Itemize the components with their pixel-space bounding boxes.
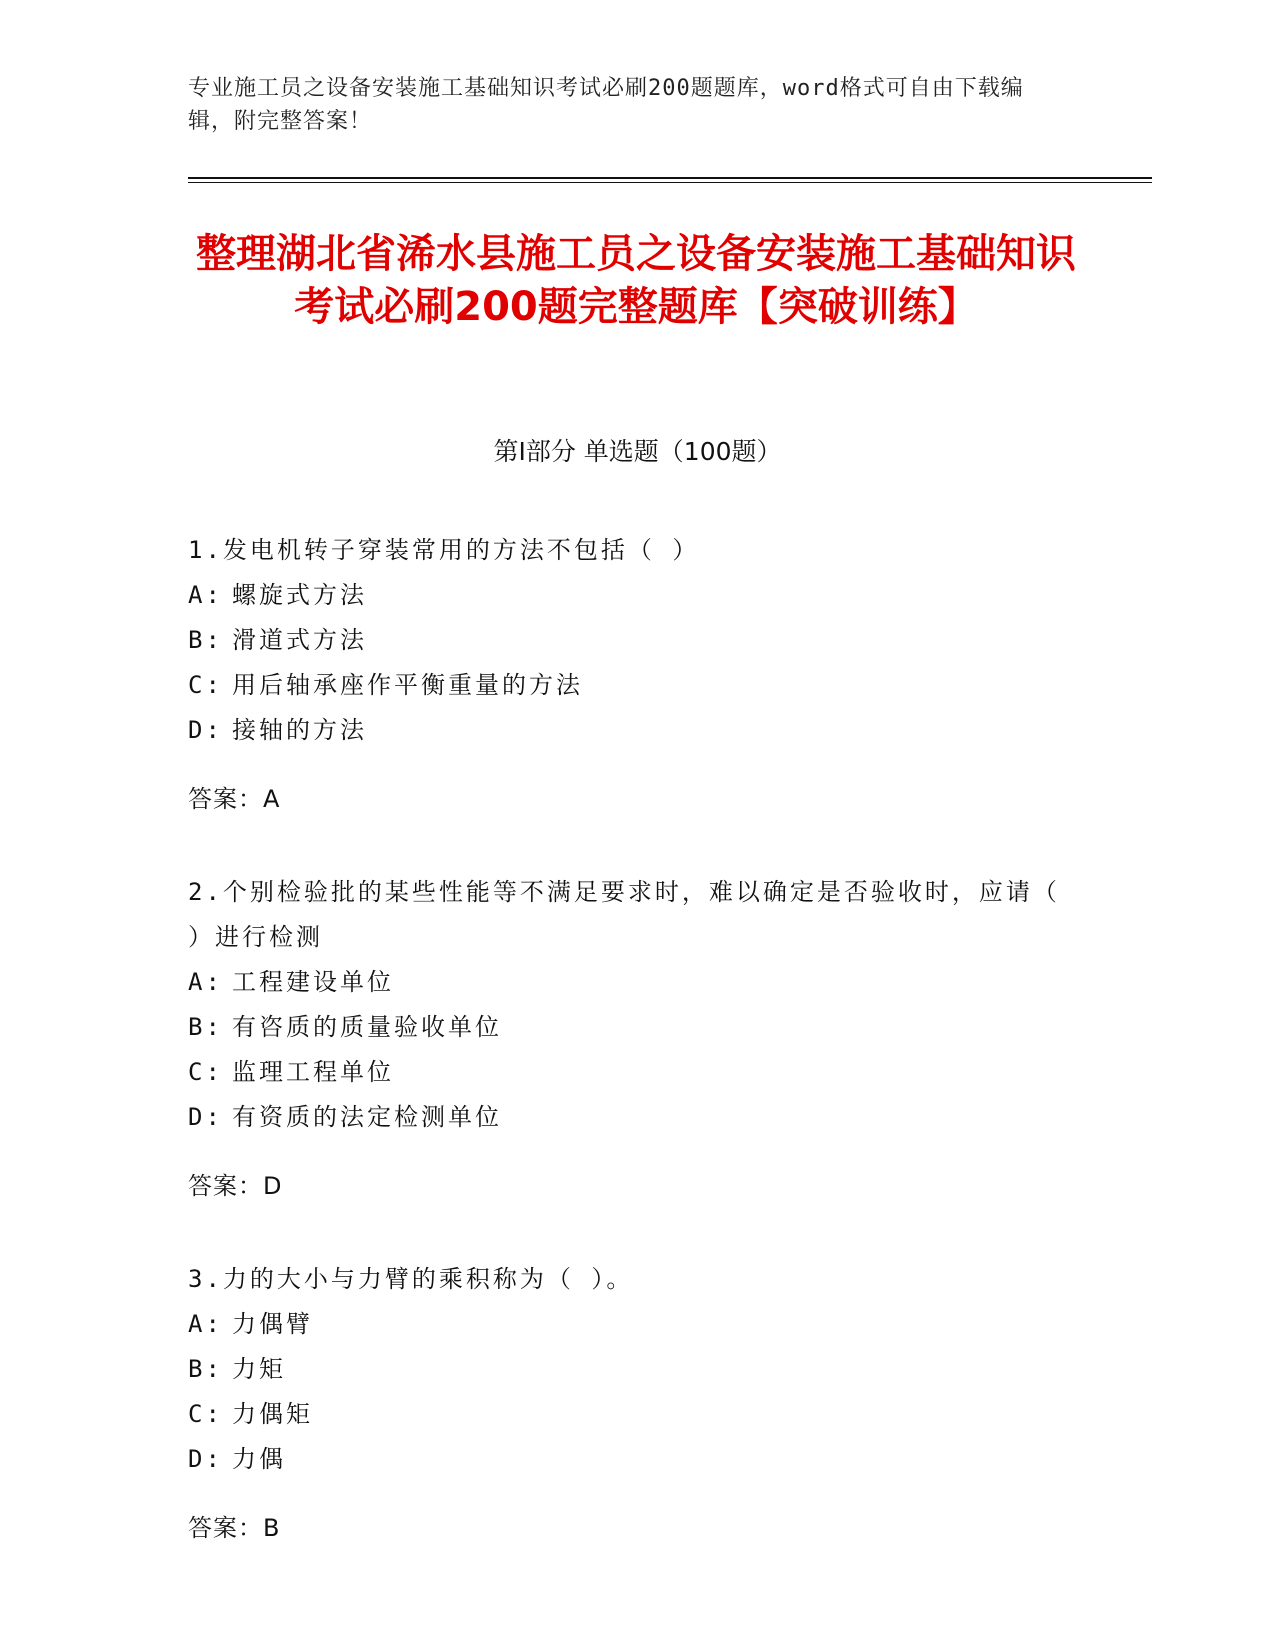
option-letter: A: <box>188 1310 223 1338</box>
option-d <box>188 1437 1068 1482</box>
option-text: 力偶 <box>232 1445 286 1473</box>
option-c <box>188 663 1068 708</box>
section-heading: 第I部分 单选题（100题） <box>493 437 782 466</box>
option-c <box>188 1392 1068 1437</box>
option-text: 有资质的法定检测单位 <box>232 1103 502 1131</box>
option-text: 监理工程单位 <box>232 1058 394 1086</box>
option-text: 接轴的方法 <box>232 716 367 744</box>
question-item <box>188 870 1068 1209</box>
option-text: 螺旋式方法 <box>232 581 367 609</box>
answer-label: 答案： <box>188 1172 263 1200</box>
answer-value: D <box>263 1172 283 1200</box>
option-letter: A: <box>188 581 223 609</box>
question-item <box>188 1257 1068 1551</box>
option-letter: A: <box>188 968 223 996</box>
question-item <box>188 528 1068 822</box>
option-a <box>188 960 1068 1005</box>
header-divider-thick <box>188 177 1152 179</box>
option-a <box>188 1302 1068 1347</box>
answer-line <box>188 1506 1068 1551</box>
option-letter: C: <box>188 1058 223 1086</box>
document-header-note: 专业施工员之设备安装施工基础知识考试必刷200题题库，word格式可自由下载编辑，附完整答案！ <box>188 76 1024 134</box>
option-d <box>188 1095 1068 1140</box>
option-letter: C: <box>188 1400 223 1428</box>
header-divider-thin <box>188 182 1152 183</box>
question-stem: 1.发电机转子穿装常用的方法不包括（ ） <box>188 536 700 564</box>
option-b <box>188 618 1068 663</box>
question-stem: 3.力的大小与力臂的乘积称为（ ）。 <box>188 1265 634 1293</box>
answer-label: 答案： <box>188 1514 263 1542</box>
option-c <box>188 1050 1068 1095</box>
answer-label: 答案： <box>188 785 263 813</box>
option-text: 用后轴承座作平衡重量的方法 <box>232 671 583 699</box>
option-b <box>188 1005 1068 1050</box>
option-letter: B: <box>188 1013 223 1041</box>
option-letter: B: <box>188 626 223 654</box>
option-letter: C: <box>188 671 223 699</box>
option-text: 滑道式方法 <box>232 626 367 654</box>
option-d <box>188 708 1068 753</box>
document-title: 整理湖北省浠水县施工员之设备安装施工基础知识考试必刷200题完整题库【突破训练】 <box>196 231 1076 330</box>
answer-value: A <box>263 785 281 813</box>
answer-line <box>188 777 1068 822</box>
option-letter: B: <box>188 1355 223 1383</box>
answer-value: B <box>263 1514 281 1542</box>
option-letter: D: <box>188 1103 223 1131</box>
option-text: 力偶矩 <box>232 1400 313 1428</box>
option-letter: D: <box>188 716 223 744</box>
option-text: 力矩 <box>232 1355 286 1383</box>
question-list <box>188 528 1068 1599</box>
question-stem: 2.个别检验批的某些性能等不满足要求时，难以确定是否验收时，应请（ ）进行检测 <box>188 878 1060 951</box>
option-a <box>188 573 1068 618</box>
option-b <box>188 1347 1068 1392</box>
option-text: 力偶臂 <box>232 1310 313 1338</box>
option-text: 工程建设单位 <box>232 968 394 996</box>
option-letter: D: <box>188 1445 223 1473</box>
answer-line <box>188 1164 1068 1209</box>
option-text: 有咨质的质量验收单位 <box>232 1013 502 1041</box>
